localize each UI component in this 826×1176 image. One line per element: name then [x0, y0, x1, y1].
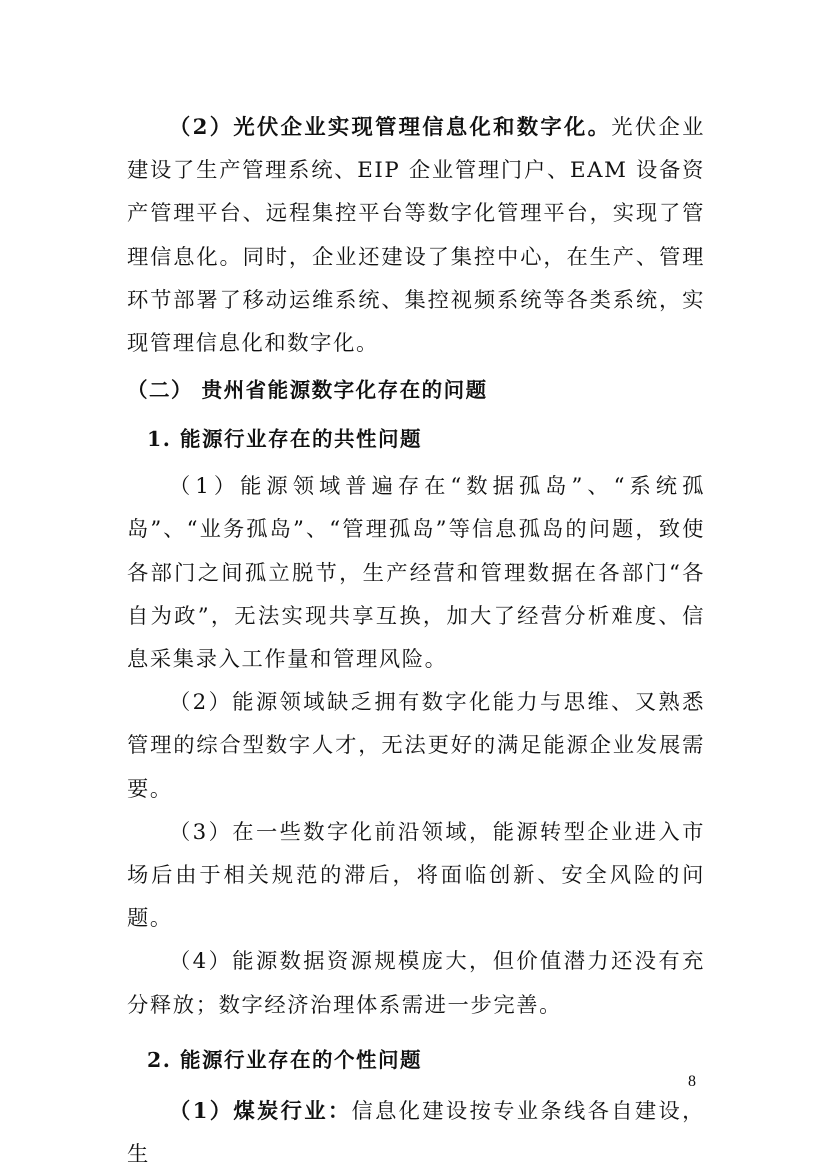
paragraph-common-problem-4: （4）能源数据资源规模庞大，但价值潜力还没有充分释放；数字经济治理体系需进一步完善。 [127, 949, 705, 1018]
page-number: 8 [688, 1073, 696, 1090]
paragraph-bold-lead: （1）煤炭行业： [169, 1098, 352, 1124]
paragraph-pv-digitalization [127, 106, 705, 365]
subsection-heading-specific-problems: 2. 能源行业存在的个性问题 [147, 1047, 423, 1072]
paragraph-common-problem-1: （1）能源领域普遍存在“数据孤岛”、“系统孤岛”、“业务孤岛”、“管理孤岛”等信息孤岛的问题，致使各部门之间孤立脱节，生产经营和管理数据在各部门“各自为政”，无法实现共享互换，加大了经营分析难度、信息采集录入工作量和管理风险。 [127, 474, 705, 673]
paragraph-coal-industry [127, 1090, 705, 1176]
subsection-heading-common-problems: 1. 能源行业存在的共性问题 [147, 427, 423, 452]
paragraph-text: 信息化建设按专业条线各自建设，生 [127, 1098, 705, 1168]
paragraph-text: 光伏企业建设了生产管理系统、EIP 企业管理门户、EAM 设备资产管理平台、远程集控平台等数字化管理平台，实现了管理信息化。同时，企业还建设了集控中心，在生产、管理环节部署了移动运维系统、集控视频系统等各类系统，实现管理信息化和数字化。 [127, 115, 705, 357]
paragraph-common-problem-3: （3）在一些数字化前沿领域，能源转型企业进入市场后由于相关规范的滞后，将面临创新、安全风险的问题。 [127, 819, 705, 932]
section-heading-problems: （二） 贵州省能源数字化存在的问题 [127, 378, 488, 403]
paragraph-common-problem-2: （2）能源领域缺乏拥有数字化能力与思维、又熟悉管理的综合型数字人才，无法更好的满足能源企业发展需要。 [127, 690, 705, 802]
document-page [127, 106, 705, 1176]
paragraph-bold-lead: （2）光伏企业实现管理信息化和数字化。 [169, 115, 612, 140]
